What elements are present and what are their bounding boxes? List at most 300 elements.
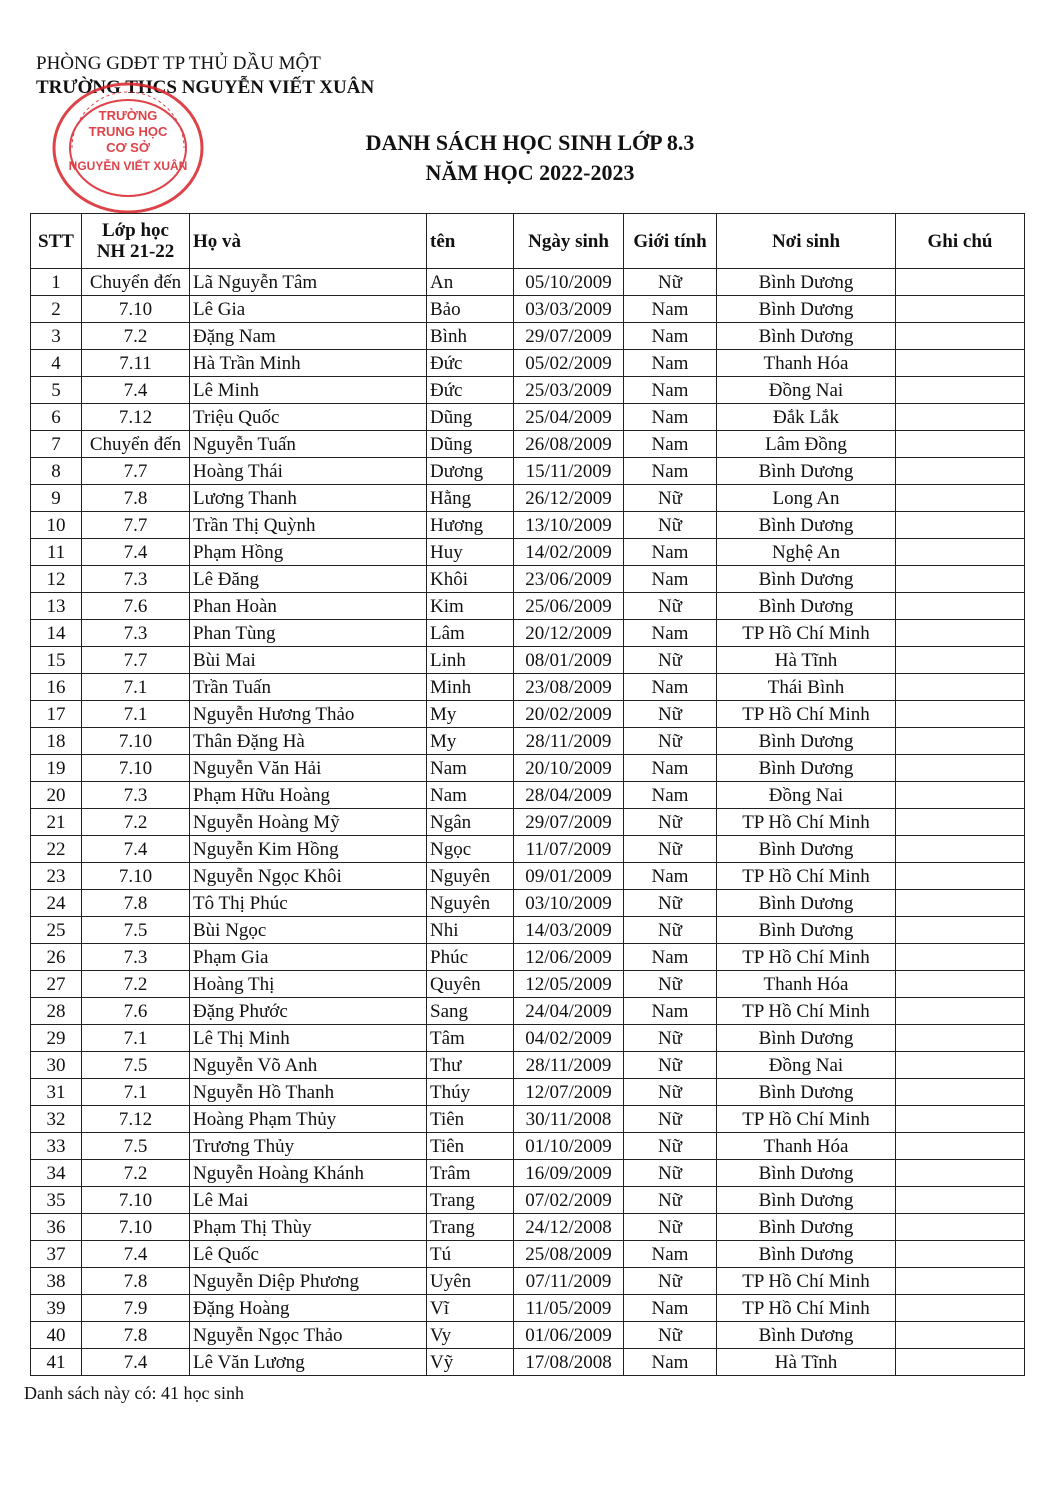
cell-name: Vĩ <box>427 1295 514 1322</box>
cell-class: 7.10 <box>82 728 190 755</box>
cell-name: Tú <box>427 1241 514 1268</box>
seal-line-3: CƠ SỞ <box>106 140 150 155</box>
cell-gender: Nữ <box>624 1052 717 1079</box>
cell-stt: 28 <box>31 998 82 1025</box>
cell-name: Dương <box>427 458 514 485</box>
cell-birthplace: Nghệ An <box>717 539 896 566</box>
cell-note <box>896 296 1025 323</box>
cell-surname: Phạm Thị Thùy <box>190 1214 427 1241</box>
cell-stt: 3 <box>31 323 82 350</box>
cell-name: Khôi <box>427 566 514 593</box>
header-class-line1: Lớp học <box>101 220 169 241</box>
cell-birthplace: TP Hồ Chí Minh <box>717 1106 896 1133</box>
cell-class: 7.7 <box>82 647 190 674</box>
cell-dob: 12/05/2009 <box>514 971 624 998</box>
cell-class: 7.10 <box>82 755 190 782</box>
cell-surname: Nguyễn Hoàng Mỹ <box>190 809 427 836</box>
cell-stt: 12 <box>31 566 82 593</box>
cell-class: 7.5 <box>82 917 190 944</box>
cell-gender: Nữ <box>624 890 717 917</box>
cell-dob: 29/07/2009 <box>514 323 624 350</box>
table-row <box>31 593 1025 620</box>
cell-note <box>896 377 1025 404</box>
cell-stt: 26 <box>31 944 82 971</box>
cell-class: 7.4 <box>82 377 190 404</box>
table-row <box>31 1349 1025 1376</box>
cell-stt: 21 <box>31 809 82 836</box>
cell-stt: 25 <box>31 917 82 944</box>
table-row <box>31 809 1025 836</box>
cell-name: Sang <box>427 998 514 1025</box>
cell-name: Vỹ <box>427 1349 514 1376</box>
cell-class: 7.1 <box>82 1079 190 1106</box>
table-row <box>31 917 1025 944</box>
cell-surname: Nguyễn Hoàng Khánh <box>190 1160 427 1187</box>
cell-stt: 20 <box>31 782 82 809</box>
cell-surname: Lê Mai <box>190 1187 427 1214</box>
cell-birthplace: Lâm Đồng <box>717 431 896 458</box>
cell-stt: 9 <box>31 485 82 512</box>
table-row <box>31 782 1025 809</box>
cell-note <box>896 728 1025 755</box>
cell-note <box>896 890 1025 917</box>
cell-stt: 1 <box>31 269 82 296</box>
cell-gender: Nữ <box>624 1079 717 1106</box>
header-stt: STT <box>31 214 82 269</box>
cell-gender: Nữ <box>624 836 717 863</box>
cell-birthplace: Bình Dương <box>717 755 896 782</box>
cell-name: Tâm <box>427 1025 514 1052</box>
cell-dob: 25/04/2009 <box>514 404 624 431</box>
cell-gender: Nam <box>624 539 717 566</box>
cell-stt: 41 <box>31 1349 82 1376</box>
cell-dob: 28/11/2009 <box>514 1052 624 1079</box>
cell-dob: 28/11/2009 <box>514 728 624 755</box>
school-seal-stamp <box>48 78 208 218</box>
table-row <box>31 755 1025 782</box>
cell-class: 7.10 <box>82 296 190 323</box>
cell-stt: 35 <box>31 1187 82 1214</box>
table-row <box>31 1025 1025 1052</box>
table-row <box>31 512 1025 539</box>
cell-class: 7.12 <box>82 1106 190 1133</box>
cell-note <box>896 782 1025 809</box>
cell-birthplace: TP Hồ Chí Minh <box>717 1295 896 1322</box>
cell-stt: 34 <box>31 1160 82 1187</box>
cell-dob: 29/07/2009 <box>514 809 624 836</box>
cell-dob: 24/12/2008 <box>514 1214 624 1241</box>
cell-note <box>896 1349 1025 1376</box>
cell-birthplace: Bình Dương <box>717 1079 896 1106</box>
cell-name: Trang <box>427 1214 514 1241</box>
cell-gender: Nữ <box>624 809 717 836</box>
cell-dob: 25/03/2009 <box>514 377 624 404</box>
table-row <box>31 485 1025 512</box>
table-row <box>31 296 1025 323</box>
cell-surname: Đặng Phước <box>190 998 427 1025</box>
cell-surname: Thân Đặng Hà <box>190 728 427 755</box>
title-line-2: NĂM HỌC 2022-2023 <box>425 160 635 185</box>
cell-note <box>896 1106 1025 1133</box>
cell-gender: Nam <box>624 404 717 431</box>
cell-surname: Nguyễn Ngọc Thảo <box>190 1322 427 1349</box>
cell-stt: 19 <box>31 755 82 782</box>
table-row <box>31 1241 1025 1268</box>
cell-class: 7.6 <box>82 593 190 620</box>
cell-dob: 12/06/2009 <box>514 944 624 971</box>
cell-dob: 20/02/2009 <box>514 701 624 728</box>
cell-dob: 04/02/2009 <box>514 1025 624 1052</box>
cell-dob: 17/08/2008 <box>514 1349 624 1376</box>
cell-gender: Nam <box>624 1349 717 1376</box>
cell-dob: 11/07/2009 <box>514 836 624 863</box>
cell-name: Dũng <box>427 404 514 431</box>
cell-dob: 01/06/2009 <box>514 1322 624 1349</box>
cell-stt: 4 <box>31 350 82 377</box>
cell-birthplace: Bình Dương <box>717 512 896 539</box>
cell-stt: 14 <box>31 620 82 647</box>
header-note: Ghi chú <box>896 214 1025 269</box>
cell-note <box>896 1052 1025 1079</box>
cell-birthplace: Bình Dương <box>717 1214 896 1241</box>
cell-name: Dũng <box>427 431 514 458</box>
cell-birthplace: Bình Dương <box>717 1322 896 1349</box>
cell-dob: 23/06/2009 <box>514 566 624 593</box>
cell-class: 7.6 <box>82 998 190 1025</box>
cell-gender: Nam <box>624 296 717 323</box>
cell-note <box>896 1133 1025 1160</box>
cell-name: Vy <box>427 1322 514 1349</box>
cell-name: Hằng <box>427 485 514 512</box>
cell-birthplace: Thái Bình <box>717 674 896 701</box>
cell-note <box>896 647 1025 674</box>
cell-class: 7.9 <box>82 1295 190 1322</box>
cell-surname: Nguyễn Văn Hải <box>190 755 427 782</box>
cell-class: 7.5 <box>82 1052 190 1079</box>
table-row <box>31 350 1025 377</box>
cell-class: 7.4 <box>82 836 190 863</box>
cell-class: 7.4 <box>82 539 190 566</box>
cell-birthplace: Bình Dương <box>717 269 896 296</box>
cell-dob: 03/10/2009 <box>514 890 624 917</box>
cell-stt: 13 <box>31 593 82 620</box>
cell-note <box>896 1160 1025 1187</box>
cell-gender: Nữ <box>624 1214 717 1241</box>
cell-stt: 36 <box>31 1214 82 1241</box>
cell-gender: Nữ <box>624 1187 717 1214</box>
cell-note <box>896 431 1025 458</box>
table-row <box>31 458 1025 485</box>
cell-gender: Nữ <box>624 1268 717 1295</box>
cell-name: Hương <box>427 512 514 539</box>
cell-class: 7.2 <box>82 1160 190 1187</box>
cell-gender: Nam <box>624 1241 717 1268</box>
cell-gender: Nam <box>624 674 717 701</box>
cell-stt: 23 <box>31 863 82 890</box>
cell-surname: Đặng Nam <box>190 323 427 350</box>
cell-note <box>896 755 1025 782</box>
cell-birthplace: Hà Tĩnh <box>717 1349 896 1376</box>
cell-birthplace: Bình Dương <box>717 1241 896 1268</box>
cell-name: Nam <box>427 755 514 782</box>
cell-name: Ngân <box>427 809 514 836</box>
cell-dob: 05/02/2009 <box>514 350 624 377</box>
school-name: TRƯỜNG THCS NGUYỄN VIẾT XUÂN <box>36 77 375 98</box>
cell-name: Tiên <box>427 1106 514 1133</box>
cell-gender: Nữ <box>624 1160 717 1187</box>
cell-class: 7.10 <box>82 1214 190 1241</box>
cell-stt: 40 <box>31 1322 82 1349</box>
cell-note <box>896 350 1025 377</box>
cell-birthplace: Bình Dương <box>717 566 896 593</box>
table-body <box>31 269 1025 1376</box>
header-class-line2: NH 21-22 <box>96 241 175 262</box>
table-row <box>31 1214 1025 1241</box>
cell-gender: Nam <box>624 458 717 485</box>
cell-name: Bình <box>427 323 514 350</box>
cell-birthplace: Bình Dương <box>717 1160 896 1187</box>
cell-birthplace: TP Hồ Chí Minh <box>717 944 896 971</box>
cell-gender: Nữ <box>624 701 717 728</box>
cell-surname: Phan Tùng <box>190 620 427 647</box>
cell-birthplace: Thanh Hóa <box>717 350 896 377</box>
cell-name: Phúc <box>427 944 514 971</box>
cell-class: 7.11 <box>82 350 190 377</box>
cell-note <box>896 458 1025 485</box>
cell-surname: Bùi Ngọc <box>190 917 427 944</box>
cell-stt: 11 <box>31 539 82 566</box>
cell-note <box>896 674 1025 701</box>
cell-stt: 29 <box>31 1025 82 1052</box>
cell-name: Nguyên <box>427 863 514 890</box>
cell-class: 7.8 <box>82 485 190 512</box>
department-name: PHÒNG GDĐT TP THỦ DẦU MỘT <box>36 53 321 74</box>
cell-birthplace: Bình Dương <box>717 593 896 620</box>
cell-name: Trâm <box>427 1160 514 1187</box>
cell-note <box>896 566 1025 593</box>
cell-dob: 13/10/2009 <box>514 512 624 539</box>
cell-stt: 27 <box>31 971 82 998</box>
cell-stt: 2 <box>31 296 82 323</box>
cell-stt: 15 <box>31 647 82 674</box>
cell-note <box>896 1322 1025 1349</box>
cell-dob: 09/01/2009 <box>514 863 624 890</box>
cell-stt: 7 <box>31 431 82 458</box>
cell-dob: 20/12/2009 <box>514 620 624 647</box>
cell-dob: 05/10/2009 <box>514 269 624 296</box>
cell-class: 7.8 <box>82 1268 190 1295</box>
cell-birthplace: TP Hồ Chí Minh <box>717 809 896 836</box>
table-row <box>31 1079 1025 1106</box>
cell-dob: 26/08/2009 <box>514 431 624 458</box>
cell-stt: 22 <box>31 836 82 863</box>
cell-surname: Lê Thị Minh <box>190 1025 427 1052</box>
cell-surname: Trần Thị Quỳnh <box>190 512 427 539</box>
seal-line-2: TRUNG HỌC <box>88 124 168 139</box>
cell-surname: Nguyễn Kim Hồng <box>190 836 427 863</box>
cell-surname: Nguyễn Hương Thảo <box>190 701 427 728</box>
cell-note <box>896 1079 1025 1106</box>
cell-birthplace: Long An <box>717 485 896 512</box>
cell-dob: 26/12/2009 <box>514 485 624 512</box>
cell-name: My <box>427 728 514 755</box>
cell-stt: 24 <box>31 890 82 917</box>
cell-note <box>896 809 1025 836</box>
table-row <box>31 566 1025 593</box>
cell-stt: 33 <box>31 1133 82 1160</box>
cell-gender: Nam <box>624 998 717 1025</box>
cell-class: Chuyển đến <box>82 431 190 458</box>
cell-note <box>896 836 1025 863</box>
cell-dob: 11/05/2009 <box>514 1295 624 1322</box>
cell-stt: 39 <box>31 1295 82 1322</box>
cell-surname: Nguyễn Diệp Phương <box>190 1268 427 1295</box>
document-title <box>300 128 760 188</box>
cell-gender: Nam <box>624 863 717 890</box>
table-row <box>31 674 1025 701</box>
cell-note <box>896 998 1025 1025</box>
cell-note <box>896 269 1025 296</box>
table-row <box>31 323 1025 350</box>
cell-dob: 16/09/2009 <box>514 1160 624 1187</box>
cell-surname: Triệu Quốc <box>190 404 427 431</box>
cell-dob: 23/08/2009 <box>514 674 624 701</box>
cell-name: Đức <box>427 377 514 404</box>
cell-gender: Nữ <box>624 485 717 512</box>
table-row <box>31 890 1025 917</box>
table-row <box>31 836 1025 863</box>
cell-stt: 17 <box>31 701 82 728</box>
table-row <box>31 269 1025 296</box>
table-row <box>31 971 1025 998</box>
table-row <box>31 1160 1025 1187</box>
cell-note <box>896 323 1025 350</box>
table-row <box>31 647 1025 674</box>
cell-dob: 07/11/2009 <box>514 1268 624 1295</box>
cell-note <box>896 1025 1025 1052</box>
cell-gender: Nam <box>624 620 717 647</box>
student-roster-table <box>30 213 1025 1376</box>
cell-gender: Nữ <box>624 917 717 944</box>
cell-class: 7.2 <box>82 809 190 836</box>
cell-class: 7.10 <box>82 1187 190 1214</box>
cell-birthplace: Đắk Lắk <box>717 404 896 431</box>
cell-class: 7.5 <box>82 1133 190 1160</box>
cell-dob: 14/03/2009 <box>514 917 624 944</box>
cell-surname: Lã Nguyễn Tâm <box>190 269 427 296</box>
cell-name: Lâm <box>427 620 514 647</box>
table-row <box>31 539 1025 566</box>
table-row <box>31 1052 1025 1079</box>
cell-surname: Hoàng Thái <box>190 458 427 485</box>
table-row <box>31 1268 1025 1295</box>
cell-class: Chuyển đến <box>82 269 190 296</box>
table-row <box>31 1187 1025 1214</box>
cell-class: 7.7 <box>82 458 190 485</box>
cell-birthplace: Thanh Hóa <box>717 1133 896 1160</box>
cell-surname: Phạm Gia <box>190 944 427 971</box>
cell-surname: Lê Minh <box>190 377 427 404</box>
footer-summary: Danh sách này có: 41 học sinh <box>24 1383 244 1403</box>
cell-surname: Nguyễn Hồ Thanh <box>190 1079 427 1106</box>
cell-note <box>896 1268 1025 1295</box>
cell-surname: Đặng Hoàng <box>190 1295 427 1322</box>
table-row <box>31 620 1025 647</box>
cell-note <box>896 1295 1025 1322</box>
cell-class: 7.12 <box>82 404 190 431</box>
cell-birthplace: TP Hồ Chí Minh <box>717 1268 896 1295</box>
cell-class: 7.10 <box>82 863 190 890</box>
cell-dob: 01/10/2009 <box>514 1133 624 1160</box>
cell-gender: Nam <box>624 323 717 350</box>
table-row <box>31 1295 1025 1322</box>
cell-note <box>896 593 1025 620</box>
cell-stt: 16 <box>31 674 82 701</box>
cell-name: Ngọc <box>427 836 514 863</box>
cell-gender: Nam <box>624 350 717 377</box>
cell-name: Nam <box>427 782 514 809</box>
cell-surname: Trần Tuấn <box>190 674 427 701</box>
cell-note <box>896 1187 1025 1214</box>
cell-dob: 03/03/2009 <box>514 296 624 323</box>
cell-name: Quyên <box>427 971 514 998</box>
header-birthplace: Nơi sinh <box>717 214 896 269</box>
cell-dob: 24/04/2009 <box>514 998 624 1025</box>
cell-name: Đức <box>427 350 514 377</box>
table-row <box>31 863 1025 890</box>
cell-name: Tiên <box>427 1133 514 1160</box>
cell-name: Kim <box>427 593 514 620</box>
cell-stt: 38 <box>31 1268 82 1295</box>
table-row <box>31 404 1025 431</box>
table-row <box>31 431 1025 458</box>
cell-dob: 12/07/2009 <box>514 1079 624 1106</box>
cell-name: Nguyên <box>427 890 514 917</box>
cell-stt: 30 <box>31 1052 82 1079</box>
cell-gender: Nữ <box>624 1025 717 1052</box>
cell-gender: Nữ <box>624 1322 717 1349</box>
cell-name: An <box>427 269 514 296</box>
table-row <box>31 701 1025 728</box>
cell-dob: 08/01/2009 <box>514 647 624 674</box>
cell-note <box>896 1241 1025 1268</box>
cell-note <box>896 917 1025 944</box>
cell-gender: Nam <box>624 782 717 809</box>
cell-birthplace: Đồng Nai <box>717 1052 896 1079</box>
cell-class: 7.8 <box>82 1322 190 1349</box>
cell-class: 7.1 <box>82 674 190 701</box>
cell-note <box>896 485 1025 512</box>
cell-surname: Hà Trần Minh <box>190 350 427 377</box>
cell-surname: Phan Hoàn <box>190 593 427 620</box>
table-row <box>31 998 1025 1025</box>
cell-name: Thư <box>427 1052 514 1079</box>
cell-name: Uyên <box>427 1268 514 1295</box>
cell-surname: Lê Đăng <box>190 566 427 593</box>
cell-class: 7.3 <box>82 620 190 647</box>
cell-stt: 32 <box>31 1106 82 1133</box>
cell-dob: 25/06/2009 <box>514 593 624 620</box>
table-row <box>31 1133 1025 1160</box>
cell-surname: Nguyễn Ngọc Khôi <box>190 863 427 890</box>
cell-surname: Phạm Hồng <box>190 539 427 566</box>
cell-class: 7.4 <box>82 1349 190 1376</box>
cell-surname: Nguyễn Tuấn <box>190 431 427 458</box>
table-row <box>31 377 1025 404</box>
cell-birthplace: Hà Tĩnh <box>717 647 896 674</box>
cell-gender: Nữ <box>624 728 717 755</box>
cell-class: 7.7 <box>82 512 190 539</box>
